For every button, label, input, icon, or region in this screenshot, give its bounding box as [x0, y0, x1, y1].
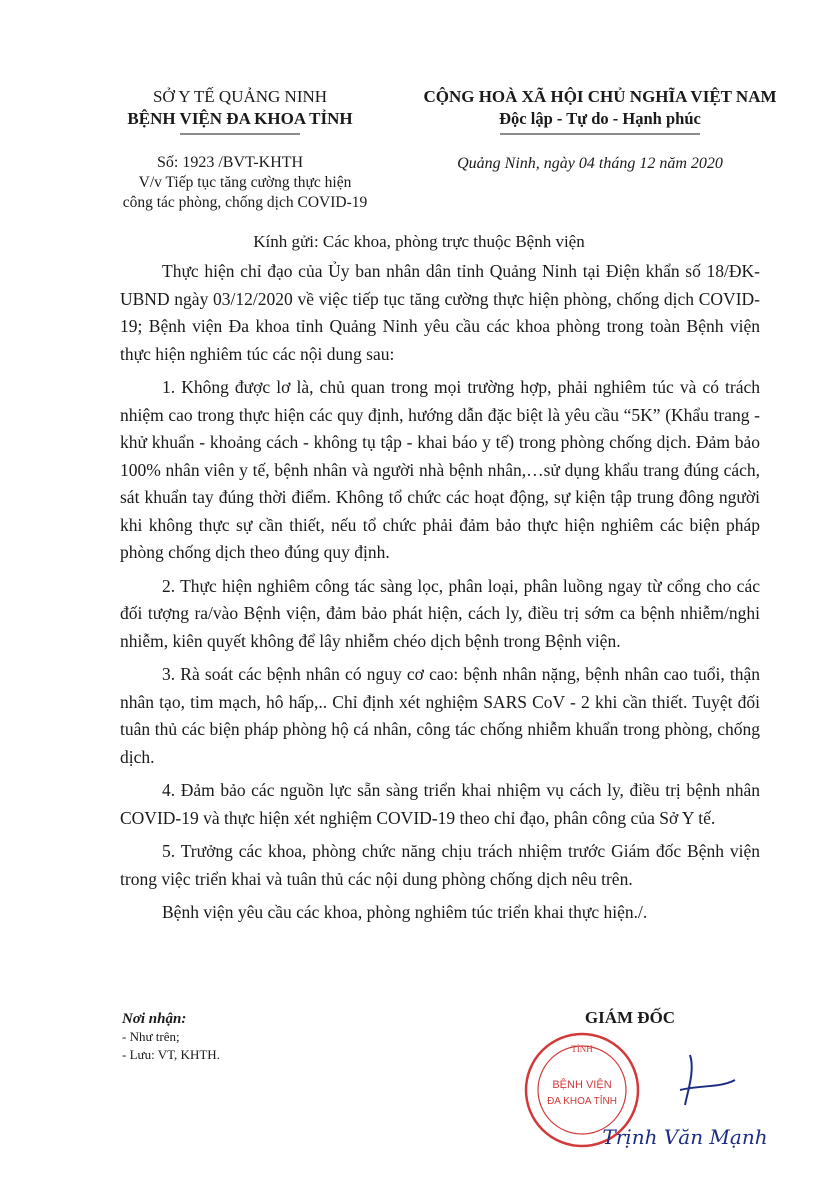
paragraph-item-2: 2. Thực hiện nghiêm công tác sàng lọc, phân loại, phân luồng ngay từ cổng cho các đối tượng ra/vào Bệnh viện, đảm bảo phát hiện, cách ly, điều trị sớm ca bệnh nhiễm/nghi nhiễm, kiên quyết không để lây nhiễm chéo dịch bệnh trong Bệnh viện. — [120, 575, 760, 651]
document-date: Quảng Ninh, ngày 04 tháng 12 năm 2020 — [457, 155, 723, 172]
paragraph-intro: Thực hiện chỉ đạo của Ủy ban nhân dân tỉnh Quảng Ninh tại Điện khẩn số 18/ĐK-UBND ngày 03/12/2020 về việc tiếp tục tăng cường thực hiện phòng, chống dịch COVID-19; Bệnh viện Đa khoa tỉnh Quảng Ninh yêu cầu các khoa phòng trong toàn Bệnh viện thực hiện nghiêm túc các nội dung sau: — [120, 261, 760, 364]
signer-role: GIÁM ĐỐC — [584, 1008, 676, 1027]
issuer-sub-org: BỆNH VIỆN ĐA KHOA TỈNH — [127, 109, 353, 128]
document-subject-line1: V/v Tiếp tục tăng cường thực hiện — [138, 174, 352, 191]
motto: Độc lập - Tự do - Hạnh phúc — [499, 109, 701, 128]
paragraph-item-1: 1. Không được lơ là, chủ quan trong mọi trường hợp, phải nghiêm túc và có trách nhiệm cao trong thực hiện các quy định, hướng dẫn đặc biệt là yêu cầu “5K” (Khẩu trang - khử khuẩn - khoảng cách - không tụ tập - khai báo y tế) trong phòng chống dịch. Đảm bảo 100% nhân viên y tế, bệnh nhân và người nhà bệnh nhân,…sử dụng khẩu trang đúng cách, sát khuẩn tay đúng thời điểm. Không tổ chức các hoạt động, sự kiện tập trung đông người khi không thực sự cần thiết, nếu tổ chức phải đảm bảo thực hiện nghiêm các biện pháp phòng chống dịch theo đúng quy định. — [120, 377, 760, 562]
recipient-line: Kính gửi: Các khoa, phòng trực thuộc Bệnh viện — [253, 232, 585, 251]
svg-text:BỆNH VIỆN: BỆNH VIỆN — [552, 1079, 612, 1091]
signer-name: Trịnh Văn Mạnh — [602, 1125, 768, 1149]
issuer-underline — [180, 132, 300, 136]
paragraph-item-5: 5. Trưởng các khoa, phòng chức năng chịu trách nhiệm trước Giám đốc Bệnh viện trong việc triển khai và tuân thủ các nội dung phòng chống dịch nêu trên. — [120, 841, 760, 889]
svg-text:ĐA KHOA TỈNH: ĐA KHOA TỈNH — [547, 1096, 617, 1107]
receiver-item: - Lưu: VT, KHTH. — [122, 1047, 220, 1062]
document-number-block — [105, 153, 385, 213]
receiver-item: - Như trên; — [122, 1029, 180, 1044]
issuer-block — [95, 86, 385, 136]
document-subject-line2: công tác phòng, chống dịch COVID-19 — [122, 194, 368, 211]
issuer-org: SỞ Y TẾ QUẢNG NINH — [152, 87, 328, 106]
paragraph-item-4: 4. Đảm bảo các nguồn lực sẵn sàng triển khai nhiệm vụ cách ly, điều trị bệnh nhân COVID-19 và thực hiện xét nghiệm COVID-19 theo chỉ đạo, phân công của Sở Y tế. — [120, 780, 760, 828]
paragraph-item-3: 3. Rà soát các bệnh nhân có nguy cơ cao: bệnh nhân nặng, bệnh nhân cao tuổi, thận nhân tạo, tim mạch, hô hấp,.. Chỉ định xét nghiệm SARS CoV - 2 khi cần thiết. Tuyệt đối tuân thủ các biện pháp phòng hộ cá nhân, công tác chống nhiễm khuẩn trong phòng, chống dịch. — [120, 664, 760, 767]
receivers-block — [122, 1010, 220, 1064]
signature-block — [520, 1008, 740, 1028]
receivers-title: Nơi nhận: — [122, 1011, 187, 1027]
document-body — [120, 258, 760, 933]
national-header — [400, 86, 800, 136]
motto-underline — [500, 132, 700, 136]
svg-text:TỈNH: TỈNH — [571, 1044, 593, 1054]
document-number: Số: 1923 /BVT-KHTH — [157, 154, 304, 171]
handwritten-signature-icon — [660, 1050, 740, 1120]
paragraph-closing: Bệnh viện yêu cầu các khoa, phòng nghiêm túc triển khai thực hiện./. — [162, 902, 648, 922]
nation-title: CỘNG HOÀ XÃ HỘI CHỦ NGHĨA VIỆT NAM — [423, 87, 777, 106]
